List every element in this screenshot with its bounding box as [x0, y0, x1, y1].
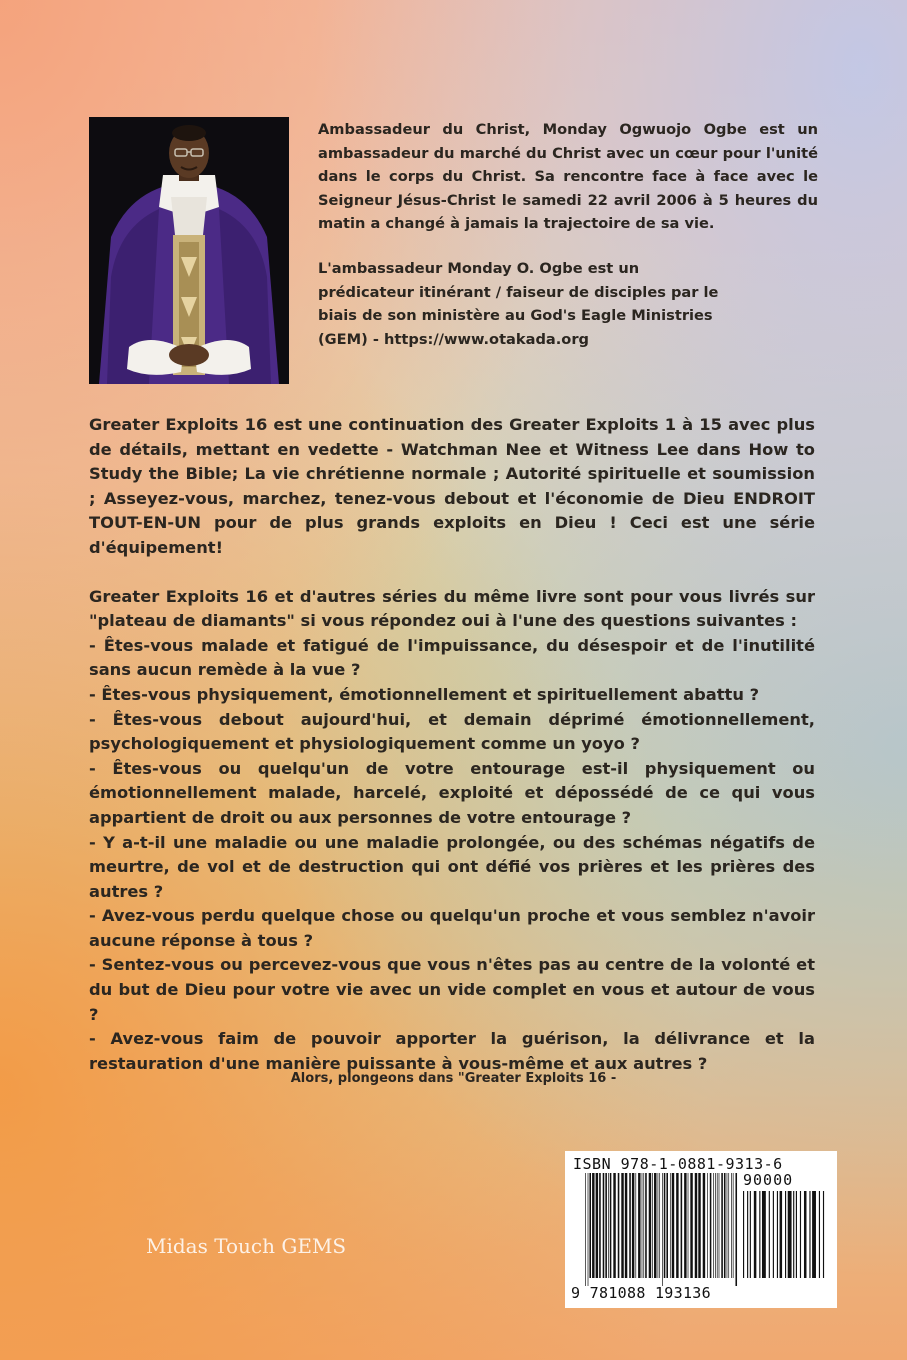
barcode-bar	[658, 1173, 659, 1278]
barcode-bar	[785, 1191, 786, 1278]
barcode-bar	[777, 1191, 778, 1278]
bio-paragraph-2-line: biais de son ministère au God's Eagle Ministries	[318, 307, 713, 325]
barcode-bar	[710, 1173, 712, 1278]
barcode-bar	[645, 1173, 647, 1278]
barcode-bar	[703, 1173, 705, 1278]
barcode-bar	[796, 1191, 797, 1278]
barcode-bar	[605, 1173, 607, 1278]
barcode-bar	[713, 1173, 714, 1278]
barcode-bar	[629, 1173, 631, 1278]
barcode-main-bars	[585, 1173, 739, 1286]
barcode-bar	[759, 1191, 760, 1278]
blurb-intro: Greater Exploits 16 est une continuation des Greater Exploits 1 à 15 avec plus de détails, mettant en vedette - Watchman Nee et Witness Lee dans How to Study the Bible; La vie chrétienne normale ; Autorité spirituelle et soumission ; Asseyez-vous, marchez, tenez-vous debout et l'économie de Dieu ENDROIT TOUT-EN-UN pour de plus grands exploits en Dieu ! Ceci est une série d'équipement!	[89, 415, 815, 557]
barcode-bar	[688, 1173, 689, 1278]
barcode-bar	[750, 1191, 751, 1278]
barcode-bar	[793, 1191, 794, 1278]
bio-paragraph-2-line: L'ambassadeur Monday O. Ogbe est un	[318, 259, 640, 277]
barcode-bar	[754, 1191, 757, 1278]
barcode-bar	[747, 1191, 748, 1278]
barcode-bar	[642, 1173, 643, 1278]
barcode-bar	[599, 1173, 601, 1278]
price-code: 90000	[743, 1171, 794, 1189]
author-photo	[89, 117, 289, 384]
barcode-addon-bars	[743, 1191, 827, 1286]
barcode-bar	[618, 1173, 620, 1278]
barcode-bar	[654, 1173, 656, 1278]
question-item: - Avez-vous faim de pouvoir apporter la guérison, la délivrance et la restauration d'une manière puissante à vous-même et aux autres ?	[89, 1029, 815, 1073]
barcode-bar	[625, 1173, 627, 1278]
barcode-bar	[603, 1173, 605, 1278]
barcode-bar	[724, 1173, 726, 1278]
barcode-bar	[728, 1173, 729, 1278]
barcode-bar	[769, 1191, 770, 1278]
bio-paragraph-1: Ambassadeur du Christ, Monday Ogwuojo Ogbe est un ambassadeur du marché du Christ avec un cœur pour l'unité dans le corps du Christ. Sa rencontre face à face avec le Seigneur Jésus-Christ le samedi 22 avril 2006 à 5 heures du matin a changé à jamais la trajectoire de sa vie.	[318, 121, 818, 233]
barcode-bar	[731, 1173, 732, 1278]
isbn-barcode	[565, 1151, 837, 1308]
barcode-bar	[804, 1191, 807, 1278]
barcode-bar	[823, 1191, 824, 1278]
barcode-bar	[666, 1173, 668, 1278]
barcode-bar	[608, 1173, 609, 1278]
barcode-bar	[635, 1173, 636, 1278]
question-item: - Sentez-vous ou percevez-vous que vous n'êtes pas au centre de la volonté et du but de Dieu pour votre vie avec un vide complet en vous et autour de vous ?	[89, 955, 815, 1024]
barcode-bar	[721, 1173, 723, 1278]
barcode-bar	[812, 1191, 816, 1278]
barcode-bar	[735, 1173, 737, 1286]
barcode-bar	[589, 1173, 591, 1278]
barcode-bar	[643, 1173, 644, 1278]
barcode-bar	[596, 1173, 598, 1278]
barcode-bar	[707, 1173, 708, 1278]
barcode-bar	[743, 1191, 744, 1278]
isbn-label: ISBN 978-1-0881-9313-6	[573, 1155, 783, 1173]
barcode-bar	[684, 1173, 686, 1278]
barcode-bar	[681, 1173, 683, 1278]
author-bio	[318, 118, 818, 351]
barcode-bar	[672, 1173, 674, 1278]
barcode-bar	[690, 1173, 692, 1278]
questions-intro: Greater Exploits 16 et d'autres séries du même livre sont pour vous livrés sur "plateau de diamants" si vous répondez oui à l'une des questions suivantes :	[89, 586, 815, 631]
barcode-bar	[698, 1173, 700, 1278]
barcode-bar	[780, 1191, 783, 1278]
question-item: - Êtes-vous debout aujourd'hui, et demain déprimé émotionnellement, psychologiquement et physiologiquement comme un yoyo ?	[89, 709, 815, 754]
barcode-bar	[632, 1173, 634, 1278]
barcode-bar	[638, 1173, 640, 1278]
barcode-bar	[664, 1173, 666, 1278]
barcode-bar	[592, 1173, 594, 1278]
question-item: - Avez-vous perdu quelque chose ou quelqu'un proche et vous semblez n'avoir aucune réponse à tous ?	[89, 906, 815, 950]
bio-paragraph-2-line: prédicateur itinérant / faiseur de disciples par le	[318, 283, 719, 301]
bio-paragraph-2	[318, 257, 818, 351]
ean-digits: 9 781088 193136	[571, 1284, 711, 1302]
bio-paragraph-2-line: (GEM) - https://www.otakada.org	[318, 330, 589, 348]
barcode-bar	[800, 1191, 801, 1278]
barcode-bar	[719, 1173, 720, 1278]
author-portrait-illustration	[89, 117, 289, 384]
barcode-bar	[662, 1173, 663, 1286]
barcode-bar	[621, 1173, 623, 1278]
barcode-bar	[773, 1191, 774, 1278]
barcode-bar	[659, 1173, 660, 1278]
barcode-bar	[809, 1191, 810, 1278]
barcode-bar	[670, 1173, 671, 1278]
barcode-bar	[727, 1173, 728, 1278]
book-blurb	[89, 413, 815, 1076]
barcode-bar	[717, 1173, 718, 1278]
question-item: - Êtes-vous malade et fatigué de l'impuissance, du désespoir et de l'inutilité sans aucun remède à la vue ?	[89, 635, 815, 680]
barcode-bar	[676, 1173, 678, 1278]
barcode-bar	[585, 1173, 586, 1286]
closing-line: Alors, plongeons dans "Greater Exploits 16 -	[290, 1071, 617, 1086]
question-item: - Êtes-vous physiquement, émotionnellement et spirituellement abattu ?	[89, 684, 760, 704]
barcode-bar	[715, 1173, 716, 1278]
question-item: - Y a-t-il une maladie ou une maladie prolongée, ou des schémas négatifs de meurtre, de vol et de destruction qui ont défié vos prières et les prières des autres ?	[89, 832, 815, 901]
barcode-bar	[613, 1173, 615, 1278]
barcode-bar	[652, 1173, 653, 1278]
barcode-bar	[610, 1173, 612, 1278]
barcode-bar	[588, 1173, 589, 1286]
question-item: - Êtes-vous ou quelqu'un de votre entourage est-il physiquement ou émotionnellement malade, harcelé, exploité et dépossédé de ce qui vous appartient de droit ou aux personnes de votre entourage ?	[89, 758, 815, 827]
barcode-bar	[695, 1173, 697, 1278]
publisher-name: Midas Touch GEMS	[146, 1234, 347, 1258]
barcode-bar	[819, 1191, 820, 1278]
barcode-bar	[733, 1173, 734, 1278]
barcode-bar	[762, 1191, 766, 1278]
barcode-bar	[788, 1191, 792, 1278]
barcode-bar	[649, 1173, 651, 1278]
